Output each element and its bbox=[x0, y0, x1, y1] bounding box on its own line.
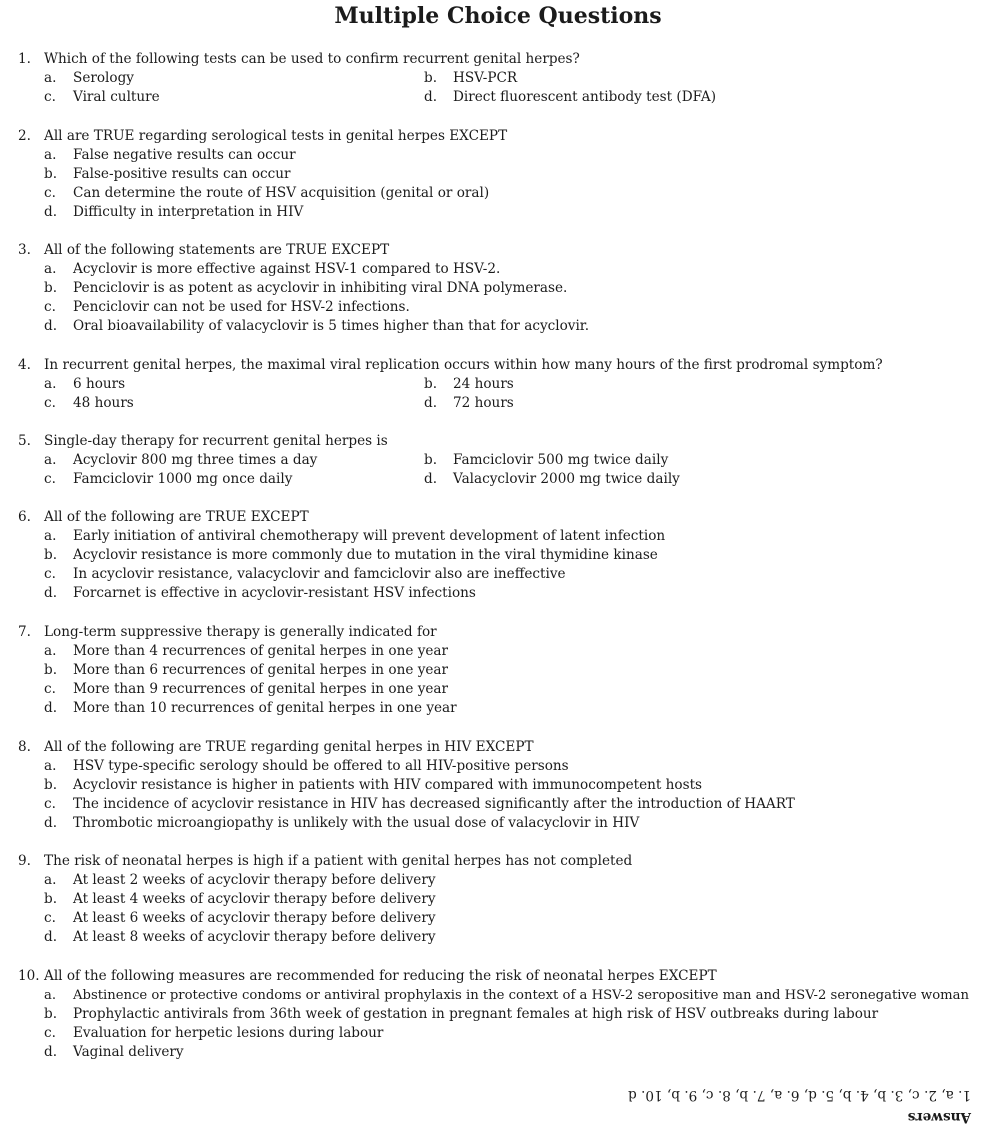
option-letter: a. bbox=[44, 452, 57, 469]
option-d bbox=[424, 88, 993, 107]
option-b bbox=[44, 165, 993, 184]
option-letter: c. bbox=[44, 185, 56, 202]
option-text: More than 9 recurrences of genital herpes in one year bbox=[73, 681, 449, 698]
option-text: At least 8 weeks of acyclovir therapy before delivery bbox=[73, 929, 436, 946]
option-letter: d. bbox=[44, 815, 58, 832]
option-letter: c. bbox=[44, 910, 56, 927]
page-title: Multiple Choice Questions bbox=[334, 3, 662, 29]
option-text: Viral culture bbox=[73, 89, 160, 106]
option-text: Vaginal delivery bbox=[73, 1044, 184, 1061]
question-7 bbox=[18, 623, 993, 718]
question-number: 10. bbox=[18, 968, 40, 984]
option-letter: c. bbox=[44, 89, 56, 106]
option-letter: a. bbox=[44, 872, 57, 889]
option-letter: d. bbox=[44, 204, 58, 221]
option-letter: a. bbox=[44, 758, 57, 775]
question-3 bbox=[18, 241, 993, 336]
options-list bbox=[18, 642, 993, 718]
option-letter: d. bbox=[44, 585, 58, 602]
options-list bbox=[18, 757, 993, 833]
option-c bbox=[44, 565, 993, 584]
question-1 bbox=[18, 50, 993, 107]
option-a bbox=[44, 757, 993, 776]
option-text: Early initiation of antiviral chemotherapy will prevent development of latent infection bbox=[73, 528, 666, 545]
question-9 bbox=[18, 852, 993, 947]
option-letter: b. bbox=[424, 70, 438, 87]
option-b bbox=[424, 451, 993, 470]
option-text: Direct fluorescent antibody test (DFA) bbox=[453, 89, 717, 106]
question-number: 3. bbox=[18, 242, 31, 258]
question-number: 6. bbox=[18, 509, 31, 525]
option-text: False negative results can occur bbox=[73, 147, 296, 164]
option-a bbox=[44, 146, 993, 165]
option-c bbox=[44, 394, 424, 413]
option-text: 72 hours bbox=[453, 395, 514, 412]
option-b bbox=[424, 69, 993, 88]
option-c bbox=[44, 680, 993, 699]
question-stem: In recurrent genital herpes, the maximal viral replication occurs within how many hours of the first prodromal symptom? bbox=[44, 357, 883, 373]
option-letter: a. bbox=[44, 528, 57, 545]
option-letter: c. bbox=[44, 471, 56, 488]
option-text: Acyclovir is more effective against HSV-1 compared to HSV-2. bbox=[73, 261, 501, 278]
option-a bbox=[44, 260, 993, 279]
option-letter: b. bbox=[44, 280, 58, 297]
options-list bbox=[18, 69, 993, 107]
option-letter: c. bbox=[44, 681, 56, 698]
option-letter: a. bbox=[44, 70, 57, 87]
option-d bbox=[44, 203, 993, 222]
option-b bbox=[424, 375, 993, 394]
answers-flipped-block bbox=[555, 1075, 985, 1125]
option-letter: a. bbox=[44, 988, 57, 1004]
question-number: 9. bbox=[18, 853, 31, 869]
option-letter: b. bbox=[44, 891, 58, 908]
option-text: In acyclovir resistance, valacyclovir and famciclovir also are ineffective bbox=[73, 566, 566, 583]
option-text: 6 hours bbox=[73, 376, 126, 393]
option-letter: d. bbox=[44, 929, 58, 946]
option-text: HSV type-specific serology should be offered to all HIV-positive persons bbox=[73, 758, 569, 775]
option-text: Abstinence or protective condoms or antiviral prophylaxis in the context of a HSV-2 seropositive man and HSV-2 seronegative woman bbox=[73, 988, 970, 1004]
option-text: The incidence of acyclovir resistance in HIV has decreased significantly after the introduction of HAART bbox=[73, 796, 795, 813]
option-text: Forcarnet is effective in acyclovir-resistant HSV infections bbox=[73, 585, 476, 602]
question-number: 8. bbox=[18, 739, 31, 755]
option-letter: b. bbox=[44, 166, 58, 183]
question-number: 4. bbox=[18, 357, 31, 373]
option-d bbox=[44, 699, 993, 718]
option-text: 48 hours bbox=[73, 395, 134, 412]
option-b bbox=[44, 1005, 993, 1024]
option-letter: b. bbox=[424, 376, 438, 393]
option-text: HSV-PCR bbox=[453, 70, 518, 87]
option-c bbox=[44, 795, 993, 814]
option-text: At least 6 weeks of acyclovir therapy before delivery bbox=[73, 910, 436, 927]
options-list bbox=[18, 871, 993, 947]
option-text: More than 10 recurrences of genital herpes in one year bbox=[73, 700, 457, 717]
option-text: Can determine the route of HSV acquisition (genital or oral) bbox=[73, 185, 490, 202]
option-b bbox=[44, 776, 993, 795]
option-text: Famciclovir 500 mg twice daily bbox=[453, 452, 669, 469]
question-10 bbox=[18, 967, 993, 1062]
option-text: Acyclovir 800 mg three times a day bbox=[73, 452, 318, 469]
option-text: Oral bioavailability of valacyclovir is 5 times higher than that for acyclovir. bbox=[73, 318, 590, 335]
option-text: At least 4 weeks of acyclovir therapy before delivery bbox=[73, 891, 436, 908]
question-6 bbox=[18, 508, 993, 603]
question-stem: Single-day therapy for recurrent genital herpes is bbox=[44, 433, 388, 449]
question-8 bbox=[18, 738, 993, 833]
option-text: Serology bbox=[73, 70, 134, 87]
option-c bbox=[44, 88, 424, 107]
question-number: 2. bbox=[18, 128, 31, 144]
option-letter: b. bbox=[424, 452, 438, 469]
option-letter: d. bbox=[424, 89, 438, 106]
question-number: 1. bbox=[18, 51, 31, 67]
option-letter: d. bbox=[424, 395, 438, 412]
option-d bbox=[44, 1043, 993, 1062]
option-b bbox=[44, 546, 993, 565]
option-text: Valacyclovir 2000 mg twice daily bbox=[453, 471, 680, 488]
option-d bbox=[44, 814, 993, 833]
option-letter: a. bbox=[44, 261, 57, 278]
options-list bbox=[18, 146, 993, 222]
option-c bbox=[44, 1024, 993, 1043]
option-letter: c. bbox=[44, 796, 56, 813]
option-text: Acyclovir resistance is more commonly due to mutation in the viral thymidine kinase bbox=[73, 547, 658, 564]
option-d bbox=[44, 584, 993, 603]
options-list bbox=[18, 527, 993, 603]
option-letter: c. bbox=[44, 566, 56, 583]
option-b bbox=[44, 890, 993, 909]
question-number: 7. bbox=[18, 624, 31, 640]
option-letter: a. bbox=[44, 147, 57, 164]
question-stem: All of the following statements are TRUE EXCEPT bbox=[44, 242, 390, 258]
option-letter: d. bbox=[44, 318, 58, 335]
option-letter: c. bbox=[44, 299, 56, 316]
question-number: 5. bbox=[18, 433, 31, 449]
option-d bbox=[424, 470, 993, 489]
question-5 bbox=[18, 432, 993, 489]
answers-list: 1. a, 2. c, 3. b, 4. b, 5. d, 6. a, 7. b, 8. c, 9. b, 10. d bbox=[628, 1087, 971, 1103]
option-text: 24 hours bbox=[453, 376, 514, 393]
option-a bbox=[44, 69, 424, 88]
option-letter: b. bbox=[44, 777, 58, 794]
option-letter: d. bbox=[44, 1044, 58, 1061]
option-a bbox=[44, 375, 424, 394]
option-letter: b. bbox=[44, 547, 58, 564]
option-text: False-positive results can occur bbox=[73, 166, 291, 183]
option-a bbox=[44, 986, 993, 1005]
option-d bbox=[44, 928, 993, 947]
question-2 bbox=[18, 127, 993, 222]
option-letter: a. bbox=[44, 643, 57, 660]
option-letter: c. bbox=[44, 1025, 56, 1042]
option-text: Thrombotic microangiopathy is unlikely with the usual dose of valacyclovir in HIV bbox=[73, 815, 640, 832]
option-letter: b. bbox=[44, 1006, 58, 1023]
option-letter: a. bbox=[44, 376, 57, 393]
option-b bbox=[44, 279, 993, 298]
answers-heading: Answers bbox=[907, 1109, 971, 1125]
options-list bbox=[18, 260, 993, 336]
option-text: More than 6 recurrences of genital herpes in one year bbox=[73, 662, 449, 679]
option-c bbox=[44, 470, 424, 489]
option-text: Evaluation for herpetic lesions during labour bbox=[73, 1025, 384, 1042]
option-d bbox=[44, 317, 993, 336]
option-text: Penciclovir can not be used for HSV-2 infections. bbox=[73, 299, 410, 316]
answers-key bbox=[555, 1075, 985, 1125]
option-text: At least 2 weeks of acyclovir therapy before delivery bbox=[73, 872, 436, 889]
option-text: Acyclovir resistance is higher in patients with HIV compared with immunocompetent hosts bbox=[73, 777, 703, 794]
question-4 bbox=[18, 356, 993, 413]
option-text: More than 4 recurrences of genital herpes in one year bbox=[73, 643, 449, 660]
question-stem: All of the following measures are recommended for reducing the risk of neonatal herpes EXCEPT bbox=[44, 968, 717, 984]
option-c bbox=[44, 909, 993, 928]
option-a bbox=[44, 642, 993, 661]
options-list bbox=[18, 451, 993, 489]
option-d bbox=[424, 394, 993, 413]
option-b bbox=[44, 661, 993, 680]
option-text: Famciclovir 1000 mg once daily bbox=[73, 471, 293, 488]
option-letter: d. bbox=[424, 471, 438, 488]
question-stem: All of the following are TRUE EXCEPT bbox=[44, 509, 309, 525]
question-stem: All are TRUE regarding serological tests in genital herpes EXCEPT bbox=[44, 128, 508, 144]
question-stem: Long-term suppressive therapy is generally indicated for bbox=[44, 624, 437, 640]
options-list bbox=[18, 375, 993, 413]
question-stem: All of the following are TRUE regarding genital herpes in HIV EXCEPT bbox=[44, 739, 534, 755]
option-text: Penciclovir is as potent as acyclovir in inhibiting viral DNA polymerase. bbox=[73, 280, 568, 297]
question-stem: Which of the following tests can be used to confirm recurrent genital herpes? bbox=[44, 51, 580, 67]
option-a bbox=[44, 527, 993, 546]
option-c bbox=[44, 184, 993, 203]
option-letter: c. bbox=[44, 395, 56, 412]
option-letter: d. bbox=[44, 700, 58, 717]
options-list bbox=[18, 986, 993, 1062]
option-text: Prophylactic antivirals from 36th week of gestation in pregnant females at high risk of HSV outbreaks during labour bbox=[73, 1006, 879, 1023]
option-text: Difficulty in interpretation in HIV bbox=[73, 204, 304, 221]
option-a bbox=[44, 871, 993, 890]
option-a bbox=[44, 451, 424, 470]
option-c bbox=[44, 298, 993, 317]
option-letter: b. bbox=[44, 662, 58, 679]
question-stem: The risk of neonatal herpes is high if a patient with genital herpes has not completed bbox=[44, 853, 633, 869]
